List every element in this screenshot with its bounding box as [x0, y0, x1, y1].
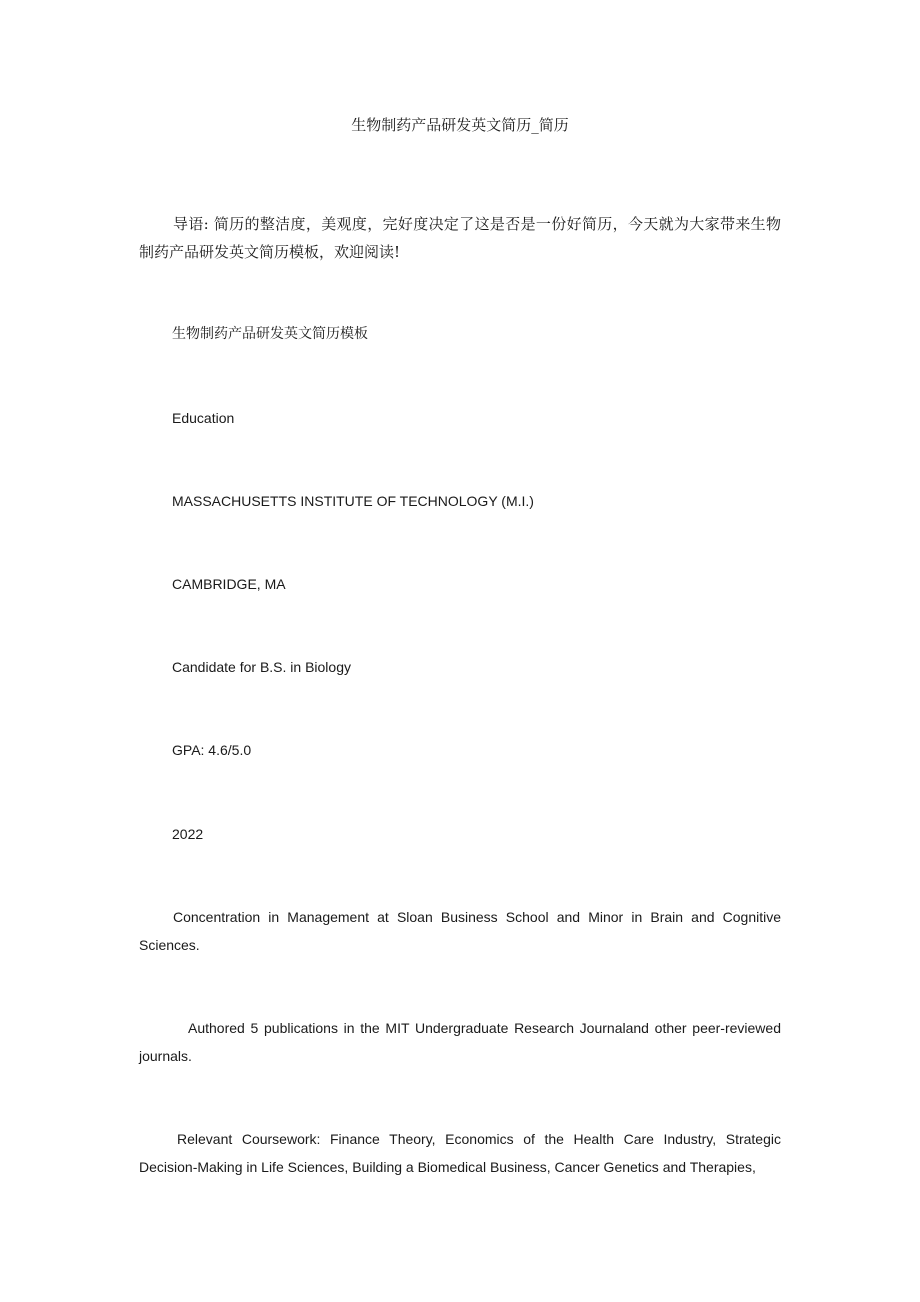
- intro-paragraph: 导语: 简历的整洁度，美观度，完好度决定了这是否是一份好简历，今天就为大家带来生物制药产品研发英文简历模板，欢迎阅读!: [139, 215, 781, 261]
- section-education: Education: [172, 410, 235, 426]
- document-title: 生物制药产品研发英文简历_简历: [351, 116, 569, 134]
- publications-paragraph: Authored 5 publications in the MIT Undergraduate Research Journaland other peer-reviewed journals.: [139, 1020, 781, 1064]
- gpa: GPA: 4.6/5.0: [172, 742, 252, 758]
- school-location: CAMBRIDGE, MA: [172, 576, 286, 592]
- resume-heading: 生物制药产品研发英文简历模板: [172, 326, 368, 342]
- concentration-paragraph: Concentration in Management at Sloan Business School and Minor in Brain and Cognitive Sciences.: [139, 909, 781, 953]
- school-name: MASSACHUSETTS INSTITUTE OF TECHNOLOGY (M.I.): [172, 493, 534, 509]
- coursework-paragraph: Relevant Coursework: Finance Theory, Economics of the Health Care Industry, Strategic Decision-Making in Life Sciences, Building a Biomedical Business, Cancer Genetics and Therapies,: [139, 1131, 781, 1175]
- graduation-year: 2022: [172, 826, 204, 842]
- degree: Candidate for B.S. in Biology: [172, 659, 351, 675]
